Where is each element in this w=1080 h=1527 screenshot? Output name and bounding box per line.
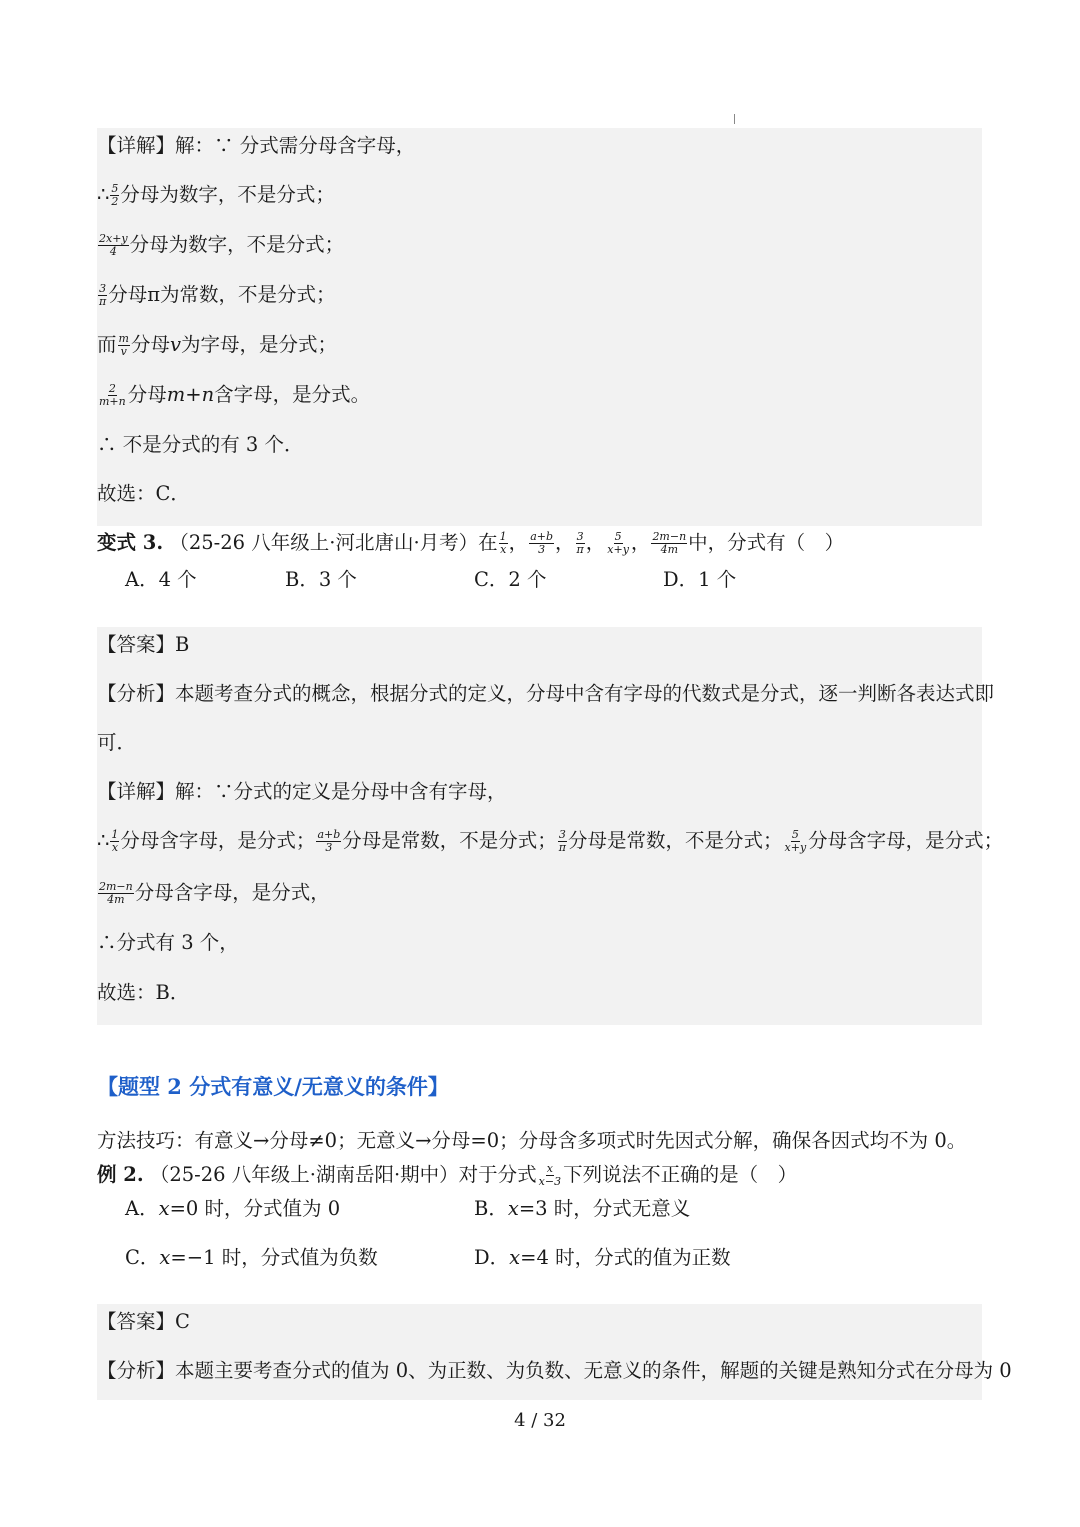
detail-line-3: $\frac{2x+y}{4}$ 分母为数字，不是分式； — [99, 231, 345, 258]
page-number: 4 / 32 — [514, 1410, 566, 1431]
option-c: C．2 个 — [474, 568, 547, 591]
option-b: B．3 个 — [285, 568, 357, 591]
fraction: $\frac{3}{\pi}$ — [558, 827, 567, 854]
detail-heading-2: 【详解】解：∵分式的定义是分母中含有字母， — [97, 780, 507, 803]
answer-line: 【答案】B — [97, 633, 190, 656]
detail-line-5: 而 $\frac{m}{v}$ 分母 v 为字母，是分式； — [97, 331, 338, 358]
fraction: $\frac{x}{x-3}$ — [538, 1161, 562, 1188]
fraction: $\frac{1}{x}$ — [499, 529, 507, 556]
fraction: $\frac{3}{\pi}$ — [576, 529, 584, 556]
option-d: D．1 个 — [663, 568, 737, 591]
fraction: $\frac{2m-n}{4m}$ — [99, 879, 133, 906]
fraction: $\frac{5}{x+y}$ — [784, 827, 807, 854]
option-d: D．x=4 时，分式的值为正数 — [474, 1246, 731, 1269]
option-a: A．x=0 时，分式值为 0 — [125, 1197, 341, 1220]
detail-fractions-line-2: $\frac{2m-n}{4m}$ 分母含字母，是分式， — [99, 879, 330, 906]
count-line: ∴分式有 3 个， — [97, 931, 239, 954]
fraction: $\frac{5}{2}$ — [111, 181, 119, 208]
choice-line: 故选：B． — [97, 981, 190, 1004]
option-c: C．x=−1 时，分式值为负数 — [125, 1246, 378, 1269]
header-tick — [734, 114, 735, 124]
question-example-2: 例 2. （25-26 八年级上·湖南岳阳·期中）对于分式 $\frac{x}{x-3}$ 下列说法不正确的是（ ） — [97, 1161, 798, 1188]
analysis-line-1: 【分析】本题考查分式的概念，根据分式的定义，分母中含有字母的代数式是分式，逐一判断各表达式即 — [97, 682, 995, 705]
method-tip: 方法技巧：有意义→分母≠0；无意义→分母=0；分母含多项式时先因式分解，确保各因式均不为 0。 — [97, 1129, 967, 1152]
analysis-line-2: 可． — [97, 731, 137, 754]
section-heading: 【题型 2 分式有意义/无意义的条件】 — [97, 1074, 449, 1099]
detail-line-6: $\frac{2}{m+n}$ 分母 m+n 含字母，是分式。 — [99, 381, 371, 408]
question-variant-3: 变式 3. （25-26 八年级上·河北唐山·月考）在 $\frac{1}{x}$ ， $\frac{a+b}{3}$ ， $\frac{3}{\pi}$ ， $\frac{5}{x+y}$ ， $\frac{2m-n}{4m}$ 中，分式有（ ） — [97, 529, 845, 556]
fraction: $\frac{a+b}{3}$ — [317, 827, 341, 854]
detail-heading: 【详解】解：∵ 分式需分母含字母， — [97, 134, 416, 157]
analysis-line-3: 【分析】本题主要考查分式的值为 0、为正数、为负数、无意义的条件，解题的关键是熟知分式在分母为 0 — [97, 1359, 1012, 1382]
detail-choice: 故选：C． — [97, 482, 190, 505]
option-a: A．4 个 — [125, 568, 197, 591]
answer-line-2: 【答案】C — [97, 1310, 190, 1333]
fraction: $\frac{1}{x}$ — [111, 827, 119, 854]
fraction: $\frac{m}{v}$ — [118, 331, 129, 358]
fraction: $\frac{a+b}{3}$ — [530, 529, 554, 556]
detail-line-4: $\frac{3}{\pi}$ 分母π为常数，不是分式； — [99, 281, 336, 308]
fraction: $\frac{2m-n}{4m}$ — [652, 529, 687, 556]
detail-line-2: ∴ $\frac{5}{2}$ 分母为数字，不是分式； — [97, 181, 335, 208]
fraction: $\frac{2x+y}{4}$ — [99, 231, 128, 258]
fraction: $\frac{5}{x+y}$ — [607, 529, 629, 556]
option-b: B．x=3 时，分式无意义 — [474, 1197, 691, 1220]
detail-fractions-line: ∴ $\frac{1}{x}$ 分母含字母，是分式； $\frac{a+b}{3}$ 分母是常数，不是分式； $\frac{3}{\pi}$ 分母是常数，不是分式； $\frac{5}{x+y}$ 分母含字母，是分式； — [97, 827, 1004, 854]
detail-conclusion: ∴ 不是分式的有 3 个． — [97, 433, 304, 456]
fraction: $\frac{3}{\pi}$ — [99, 281, 107, 308]
fraction: $\frac{2}{m+n}$ — [99, 381, 126, 408]
